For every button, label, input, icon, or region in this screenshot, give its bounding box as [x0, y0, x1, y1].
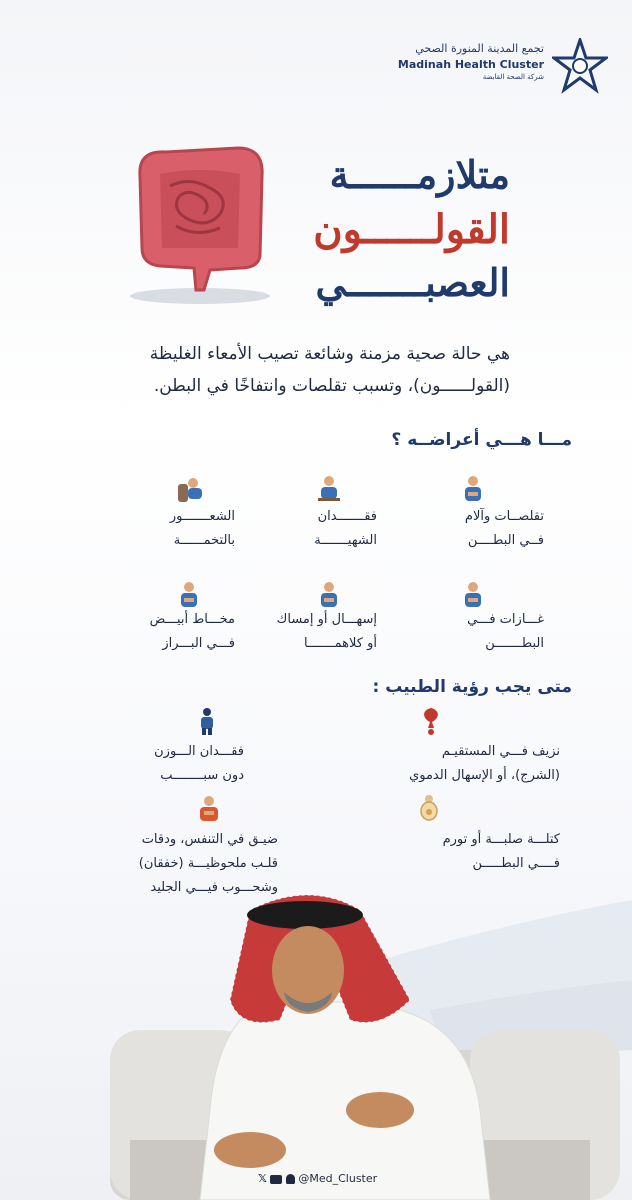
- gas-icon: [458, 580, 488, 610]
- doctor-sign-line: ضيـق في التنفس، ودقات: [141, 832, 278, 847]
- symptom-abdominal-cramps: [394, 505, 544, 553]
- symptom-line: إسهـــال أو إمساك: [276, 612, 377, 627]
- symptom-line: فـــي البـــراز: [162, 636, 235, 651]
- x-icon[interactable]: 𝕏: [258, 1172, 267, 1185]
- doctor-sign-line: (الشرج)، أو الإسهال الدموي: [409, 768, 560, 783]
- doctor-sign-abdominal-mass: [370, 828, 560, 876]
- symptom-line: الشهيـــــــة: [314, 533, 377, 548]
- abdominal-cramps-icon: [458, 474, 488, 504]
- doctor-sign-line: كتلـــة صلبـــة أو تورم: [442, 832, 560, 847]
- symptom-line: فقـــــــدان: [317, 509, 377, 524]
- symptom-line: فــي البطــــن: [467, 533, 544, 548]
- doctor-sign-line: فقـــدان الـــوزن: [154, 744, 244, 759]
- doctor-sign-line: قلـب ملحوظيـــة (خفقان): [138, 856, 278, 871]
- snapchat-icon[interactable]: [286, 1174, 295, 1184]
- symptom-line: أو كلاهمـــــــا: [304, 636, 377, 651]
- doctor-sign-weight-loss: [94, 740, 244, 788]
- title-line-1: متلازمــــــة: [329, 152, 510, 197]
- doctor-sign-line: نزيف فـــي المستقيـم: [441, 744, 560, 759]
- social-handle[interactable]: @Med_Cluster: [298, 1172, 378, 1185]
- diarrhea-constipation-icon: [314, 580, 344, 610]
- star-logo-icon: [552, 38, 608, 94]
- social-icons: [258, 1172, 377, 1185]
- org-name-english: Madinah Health Cluster: [397, 58, 544, 71]
- intro-paragraph: هي حالة صحية مزمنة وشائعة تصيب الأمعاء الغليظة (القولــــــون)، وتسبب تقلصات وانتفاخًا في البطن.: [149, 344, 510, 396]
- weight-loss-icon: [192, 706, 222, 736]
- organization-logo: [397, 38, 608, 88]
- youtube-icon[interactable]: [270, 1175, 282, 1184]
- symptom-diarrhea-constipation: [227, 608, 377, 656]
- doctor-sign-rectal-bleeding: [370, 740, 560, 788]
- abdominal-mass-icon: [414, 794, 444, 824]
- symptom-line: البطـــــــن: [485, 636, 544, 651]
- loss-of-appetite-icon: [314, 474, 344, 504]
- symptoms-heading: مـــا هـــي أعراضــه ؟: [391, 430, 572, 450]
- title-line-2: القولــــــون: [313, 206, 510, 253]
- symptom-line: مخـــاط أبيـــض: [149, 612, 235, 627]
- symptom-gas: [394, 608, 544, 656]
- symptom-line: غـــازات فـــي: [467, 612, 544, 627]
- title-line-3: العصبـــــــي: [315, 260, 510, 305]
- bloating-fullness-icon: [176, 474, 206, 504]
- doctor-sign-line: وشحـــوب فيـــي الجليد: [150, 880, 278, 895]
- man-holding-stomach-photo: [0, 880, 632, 1200]
- doctor-sign-line: فــــي البطـــــن: [472, 856, 560, 871]
- rectal-bleeding-icon: [416, 706, 446, 736]
- see-doctor-heading: متى يجب رؤية الطبيب :: [372, 677, 572, 697]
- symptom-white-mucus: [85, 608, 235, 656]
- org-parent-company: شركة الصحة القابضة: [482, 73, 544, 81]
- symptom-line: بالتخمــــــة: [173, 533, 235, 548]
- symptom-line: تقلصــات وآلام: [464, 509, 544, 524]
- intestine-illustration: [120, 136, 280, 306]
- org-name-arabic: تجمع المدينة المنورة الصحي: [415, 42, 544, 55]
- symptom-loss-of-appetite: [227, 505, 377, 553]
- white-mucus-icon: [174, 580, 204, 610]
- symptom-bloating-fullness: [85, 505, 235, 553]
- breathing-difficulty-icon: [194, 794, 224, 824]
- symptom-line: الشعـــــــور: [169, 509, 235, 524]
- doctor-sign-line: دون سبــــــــب: [160, 768, 244, 783]
